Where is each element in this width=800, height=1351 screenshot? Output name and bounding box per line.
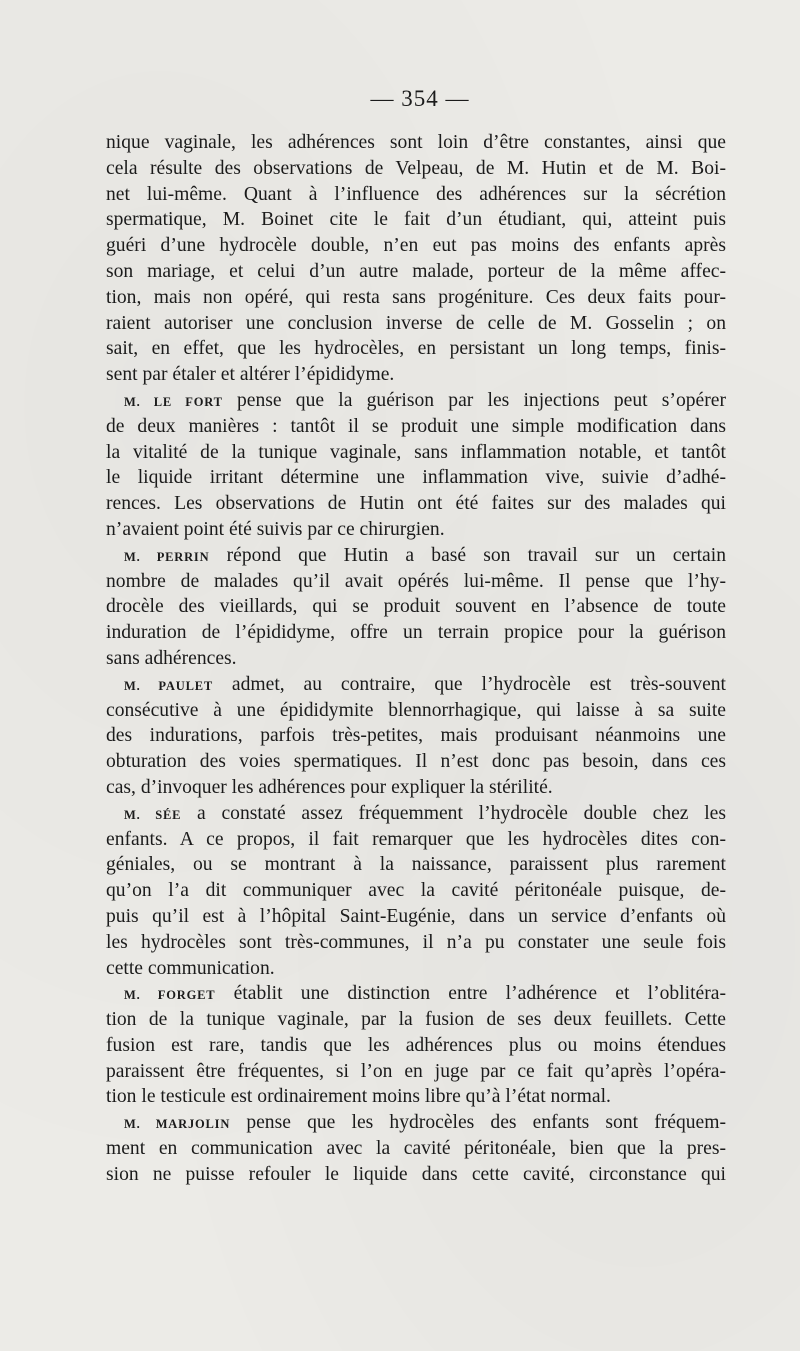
text-line: obturation des voies spermatiques. Il n’est donc pas besoin, dans ces [106, 751, 726, 773]
text-line: nique vaginale, les adhérences sont loin d’être constantes, ainsi que [106, 132, 726, 153]
speaker-name: M. MARJOLIN [124, 1117, 231, 1132]
paragraph-paulet [106, 672, 726, 698]
text-line: puis qu’il est à l’hôpital Saint-Eugénie, dans un service d’enfants où [106, 905, 726, 927]
text-line: cas, d’invoquer les adhérences pour expliquer la stérilité. [106, 776, 553, 798]
text-line: rences. Les observations de Hutin ont été faites sur des malades qui [106, 493, 726, 515]
text-line: des indurations, parfois très-petites, mais produisant néanmoins une [106, 725, 726, 747]
text-line: paraissent être fréquentes, si l’on en juge par ce fait qu’après l’opéra- [106, 1060, 726, 1082]
text-line: a constaté assez fréquemment l’hydrocèle double chez les [197, 802, 726, 824]
text-line: sans adhérences. [106, 647, 237, 669]
text-line: cette communication. [106, 957, 275, 979]
speaker-name: M. PERRIN [124, 549, 210, 564]
text-line: établit une distinction entre l’adhérence et l’oblitéra- [233, 983, 726, 1005]
text-line: net lui-même. Quant à l’influence des adhérences sur la sécrétion [106, 183, 726, 205]
text-line: cela résulte des observations de Velpeau, de M. Hutin et de M. Boi- [106, 157, 726, 179]
text-line: pense que les hydrocèles des enfants sont fréquem- [246, 1112, 727, 1134]
body-text [106, 130, 726, 1188]
text-line: admet, au contraire, que l’hydrocèle est très-souvent [231, 673, 727, 695]
text-line: induration de l’épididyme, offre un terrain propice pour la guérison [106, 622, 726, 644]
text-line: de deux manières : tantôt il se produit une simple modification dans [106, 415, 726, 437]
text-line: fusion est rare, tandis que les adhérences plus ou moins étendues [106, 1034, 726, 1056]
text-line: ment en communication avec la cavité péritonéale, bien que la pres- [106, 1138, 726, 1160]
text-line: pense que la guérison par les injections peut s’opérer [236, 389, 726, 411]
speaker-name: M. FORGET [124, 988, 216, 1003]
text-line: n’avaient point été suivis par ce chirurgien. [106, 518, 445, 540]
text-line: tion, mais non opéré, qui resta sans progéniture. Ces deux faits pour- [106, 286, 726, 308]
text-line: sion ne puisse refouler le liquide dans cette cavité, circonstance qui [106, 1163, 726, 1185]
text-line: spermatique, M. Boinet cite le fait d’un étudiant, qui, atteint puis [106, 209, 726, 231]
text-line: le liquide irritant détermine une inflammation vive, suivie d’adhé- [106, 467, 726, 489]
paragraph-perrin [106, 543, 726, 569]
page-number: — 354 — [370, 86, 470, 111]
text-line: son mariage, et celui d’un autre malade, porteur de la même affec- [106, 260, 726, 282]
text-line: la vitalité de la tunique vaginale, sans inflammation notable, et tantôt [106, 441, 726, 463]
paragraph-marjolin [106, 1110, 726, 1136]
text-line: tion de la tunique vaginale, par la fusion de ses deux feuillets. Cette [106, 1009, 726, 1031]
text-line: consécutive à une épididymite blennorrhagique, qui laisse à sa suite [106, 699, 726, 721]
text-line: sait, en effet, que les hydrocèles, en persistant un long temps, finis- [106, 338, 726, 360]
paragraph-see [106, 801, 726, 827]
text-line: nombre de malades qu’il avait opérés lui-même. Il pense que l’hy- [106, 570, 726, 592]
text-line: raient autoriser une conclusion inverse de celle de M. Gosselin ; on [106, 312, 726, 334]
text-line: guéri d’une hydrocèle double, n’en eut pas moins des enfants après [106, 235, 726, 257]
text-line: géniales, ou se montrant à la naissance, paraissent plus rarement [106, 854, 726, 876]
text-line: qu’on l’a dit communiquer avec la cavité péritonéale puisque, de- [106, 880, 726, 902]
text-line: enfants. A ce propos, il fait remarquer que les hydrocèles dites con- [106, 828, 726, 850]
paragraph-forget [106, 981, 726, 1007]
text-line: sent par étaler et altérer l’épididyme. [106, 364, 395, 386]
text-line: drocèle des vieillards, qui se produit souvent en l’absence de toute [106, 596, 726, 618]
text-line: tion le testicule est ordinairement moins libre qu’à l’état normal. [106, 1086, 611, 1108]
text-line: les hydrocèles sont très-communes, il n’a pu constater une seule fois [106, 931, 726, 953]
paragraph-le-fort [106, 388, 726, 414]
speaker-name: M. PAULET [124, 678, 214, 693]
text-line: répond que Hutin a basé son travail sur un certain [226, 544, 726, 566]
speaker-name: M. SÉE [124, 807, 182, 822]
speaker-name: M. LE FORT [124, 394, 223, 409]
